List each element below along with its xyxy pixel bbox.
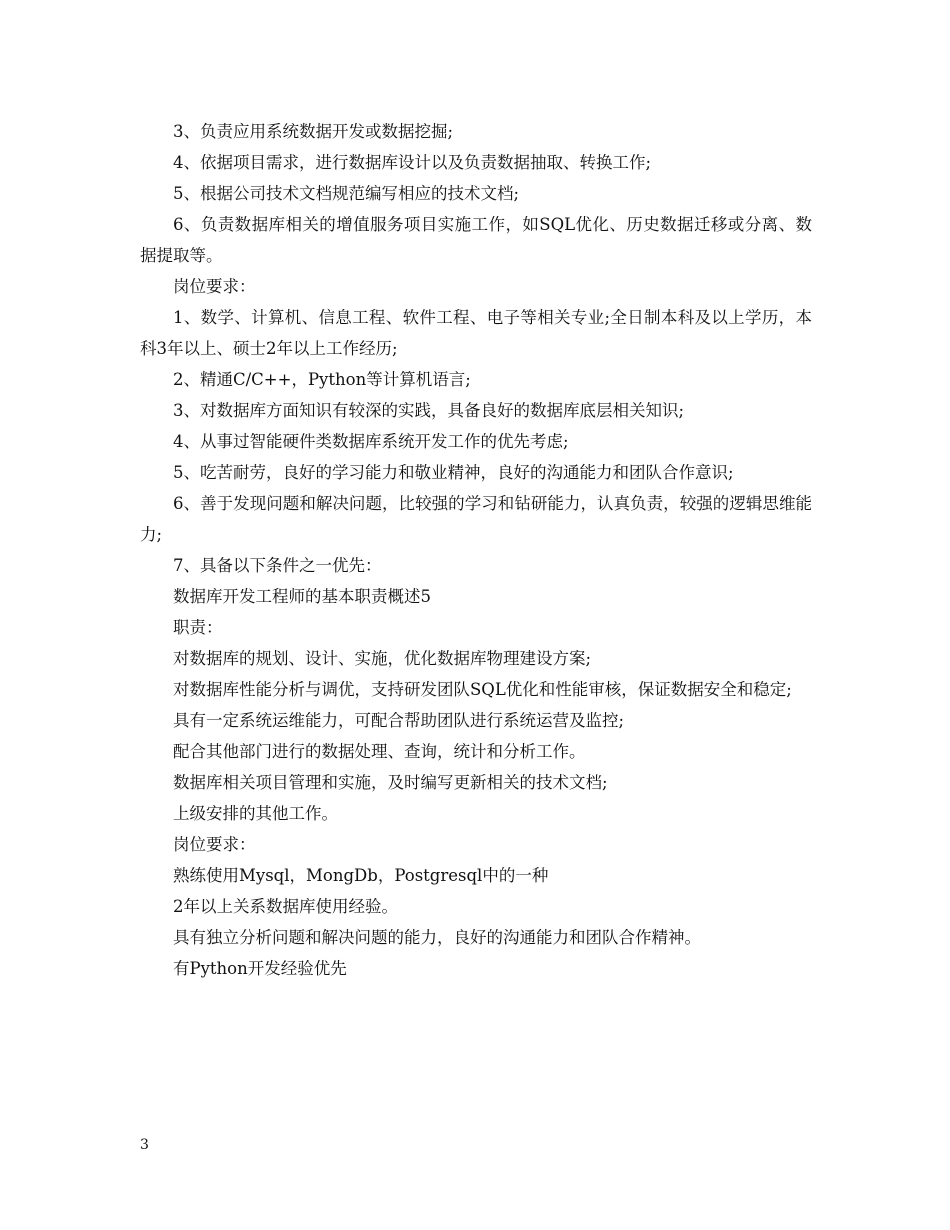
paragraph-1: 3、负责应用系统数据开发或数据挖掘;	[173, 122, 454, 141]
paragraph-2: 4、依据项目需求，进行数据库设计以及负责数据抽取、转换工作;	[173, 153, 652, 172]
paragraph-6: 1、数学、计算机、信息工程、软件工程、电子等相关专业;全日制本科及以上学历，本科3年以上、硕士2年以上工作经历;	[140, 308, 812, 358]
paragraph-8: 3、对数据库方面知识有较深的实践，具备良好的数据库底层相关知识;	[173, 401, 685, 420]
paragraph-18: 配合其他部门进行的数据处理、查询，统计和分析工作。	[173, 742, 586, 761]
paragraph-19: 数据库相关项目管理和实施，及时编写更新相关的技术文档;	[173, 773, 608, 792]
paragraph-20: 上级安排的其他工作。	[173, 804, 338, 823]
paragraph-7: 2、精通C/C++，Python等计算机语言;	[173, 370, 471, 389]
paragraph-14: 职责：	[173, 618, 223, 637]
paragraph-24: 具有独立分析问题和解决问题的能力，良好的沟通能力和团队合作精神。	[173, 928, 701, 947]
paragraph-16: 对数据库性能分析与调优，支持研发团队SQL优化和性能审核，保证数据安全和稳定;	[173, 680, 792, 699]
paragraph-12: 7、具备以下条件之一优先：	[173, 556, 382, 575]
paragraph-13: 数据库开发工程师的基本职责概述5	[173, 587, 431, 606]
page-number: 3	[140, 1137, 149, 1153]
paragraph-23: 2年以上关系数据库使用经验。	[173, 897, 398, 916]
paragraph-17: 具有一定系统运维能力，可配合帮助团队进行系统运营及监控;	[173, 711, 625, 730]
paragraph-15: 对数据库的规划、设计、实施，优化数据库物理建设方案;	[173, 649, 592, 668]
paragraph-10: 5、吃苦耐劳，良好的学习能力和敬业精神，良好的沟通能力和团队合作意识;	[173, 463, 734, 482]
paragraph-3: 5、根据公司技术文档规范编写相应的技术文档;	[173, 184, 520, 203]
paragraph-9: 4、从事过智能硬件类数据库系统开发工作的优先考虑;	[173, 432, 569, 451]
paragraph-21: 岗位要求：	[173, 835, 256, 854]
paragraph-25: 有Python开发经验优先	[173, 959, 347, 978]
paragraph-5: 岗位要求：	[173, 277, 256, 296]
paragraph-11: 6、善于发现问题和解决问题，比较强的学习和钻研能力，认真负责，较强的逻辑思维能力;	[140, 494, 812, 544]
paragraph-22: 熟练使用Mysql，MongDb，Postgresql中的一种	[173, 866, 549, 885]
document-body	[140, 116, 812, 984]
paragraph-4: 6、负责数据库相关的增值服务项目实施工作，如SQL优化、历史数据迁移或分离、数据提取等。	[140, 215, 812, 265]
